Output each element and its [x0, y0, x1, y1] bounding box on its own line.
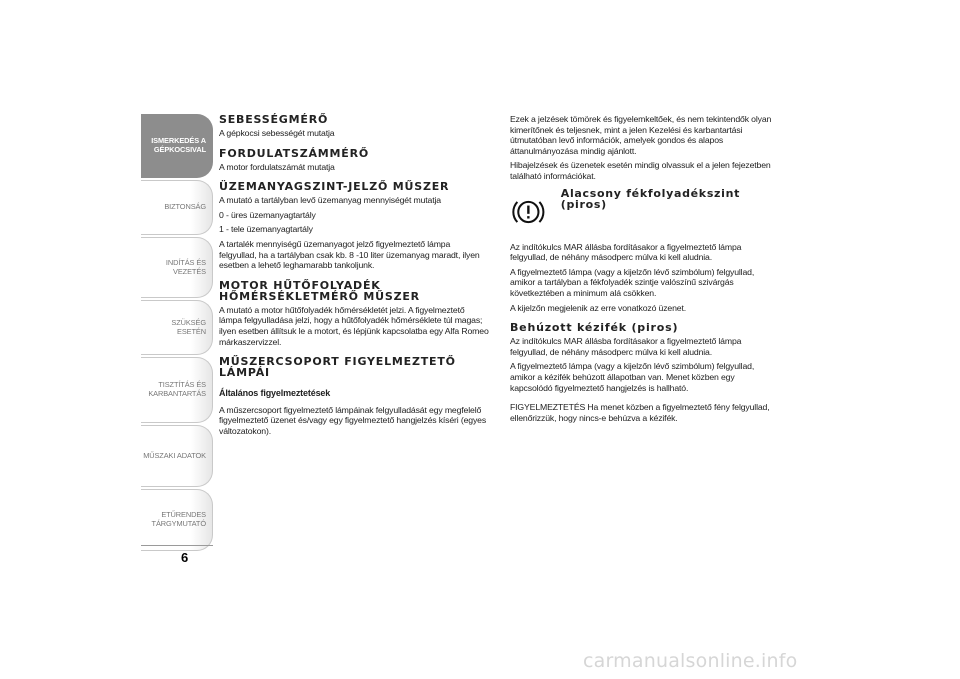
tab-muszaki[interactable] — [141, 425, 213, 487]
tab-tisztitas[interactable] — [141, 357, 213, 423]
section-title-figyelmezteto-lampak: MŰSZERCSOPORT FIGYELMEZTETŐ LÁMPÁI — [219, 355, 456, 380]
section-text: A tartalék mennyiségű üzemanyagot jelző figyelmeztető lámpa felgyullad, ha a tartályban csak kb. 8 -10 liter üzemanyag maradt, ilyen esetben a lehető leghamarabb tankoljunk. — [219, 238, 480, 271]
tab-inditas[interactable] — [141, 237, 213, 298]
warning-text: A figyelmeztető lámpa (vagy a kijelzőn lévő szimbólum) felgyullad, amikor a tartályban a fékfolyadék szintje valószínű szivárgás következtében a minimum alá csökken. — [510, 266, 755, 298]
left-column — [219, 114, 489, 441]
handbrake-note: FIGYELMEZTETÉS Ha menet közben a figyelmeztető fény felgyullad, ellenőrizzük, hogy nincs-e behúzva a kézifék. — [510, 402, 770, 423]
tab-ismerkedes[interactable] — [141, 114, 213, 178]
tab-label: ISMERKEDÉS A GÉPKOCSIVAL — [151, 136, 206, 154]
warning-title: Alacsony fékfolyadékszint (piros) — [560, 186, 741, 211]
section-text: A műszercsoport figyelmeztető lámpáinak felgyulladását egy megfelelő figyelmeztető üzenet és/vagy egy figyelmeztető hangjelzés kíséri (egyes változatokon). — [219, 404, 487, 436]
tab-label: MŰSZAKI ADATOK — [143, 450, 206, 460]
section-title-fordulatszammero: FORDULATSZÁMMÉRŐ — [219, 146, 370, 160]
watermark: carmanualsonline.info — [583, 650, 798, 672]
tab-label: SZÜKSÉG ESETÉN — [171, 317, 206, 336]
section-title-hutofolyadek: MOTOR HŰTŐFOLYADÉK HŐMÉRSÉKLETMÉRŐ MŰSZER — [219, 278, 420, 303]
handbrake-title: Behúzott kézifék (piros) — [510, 321, 679, 335]
tab-targymutato[interactable] — [141, 489, 213, 551]
intro-text: Hibajelzések és üzenetek esetén mindig olvassuk el a jelen fejezetben található információkat. — [510, 160, 771, 181]
page-number: 6 — [181, 550, 189, 565]
tab-label: ETŰRENDES TÁRGYMUTATÓ — [151, 510, 206, 528]
warning-text: Az indítókulcs MAR állásba fordításakor a figyelmeztető lámpa felgyullad, de néhány másodperc múlva ki kell aludnia. — [510, 241, 742, 263]
section-text: 0 - üres üzemanyagtartály — [219, 209, 316, 220]
handbrake-text: A figyelmeztető lámpa (vagy a kijelzőn lévő szimbólum) felgyullad, amikor a kézifék behúzott állapotban van. Menet közben egy kapcsolódó figyelmeztető hangjelzés is hallható. — [510, 361, 755, 393]
subsection-title: Általános figyelmeztetések — [219, 388, 331, 399]
warning-text: A kijelzőn megjelenik az erre vonatkozó üzenet. — [510, 302, 686, 313]
section-text: A motor fordulatszámát mutatja — [219, 161, 335, 172]
handbrake-text: Az indítókulcs MAR állásba fordításakor a figyelmeztető lámpa felgyullad, de néhány másodperc múlva ki kell aludnia. — [510, 336, 742, 357]
section-text: 1 - tele üzemanyagtartály — [219, 224, 313, 235]
tab-biztonsag[interactable] — [141, 180, 213, 235]
section-text: A mutató a tartályban levő üzemanyag mennyiségét mutatja — [219, 195, 441, 206]
section-title-sebessegmero: SEBESSÉGMÉRŐ — [219, 113, 329, 126]
section-title-uzemanyagszint: ÜZEMANYAGSZINT-JELZŐ MŰSZER — [219, 180, 450, 194]
section-text: A gépkocsi sebességét mutatja — [219, 128, 335, 138]
section-text: A mutató a motor hűtőfolyadék hőmérsékletét jelzi. A figyelmeztető lámpa felgyulladása jelzi, hogy a hűtőfolyadék hőmérséklete túl magas; ilyen esetben állítsuk le a motort, és lépjünk kapcsolatba egy Alfa Romeo márkaszervizzel. — [219, 304, 489, 347]
tab-label: INDÍTÁS ÉS VEZETÉS — [165, 257, 206, 276]
tab-szukseg[interactable] — [141, 300, 213, 355]
tab-label: BIZTONSÁG — [164, 202, 206, 212]
sidebar-divider — [141, 545, 213, 546]
brake-warning-icon — [510, 192, 547, 232]
right-column — [510, 114, 772, 427]
brake-fluid-heading — [510, 188, 772, 232]
intro-text: Ezek a jelzések tömörek és figyelemkeltőek, és nem tekintendők olyan kimerítőnek és teljesnek, mint a jelen Kezelési és karbantartási útmutatóban levő információk, amelyek gondos és alapos áttanulmányozása mindig ajánlott. — [510, 114, 772, 156]
tab-label: TISZTÍTÁS ÉS KARBANTARTÁS — [148, 380, 206, 398]
